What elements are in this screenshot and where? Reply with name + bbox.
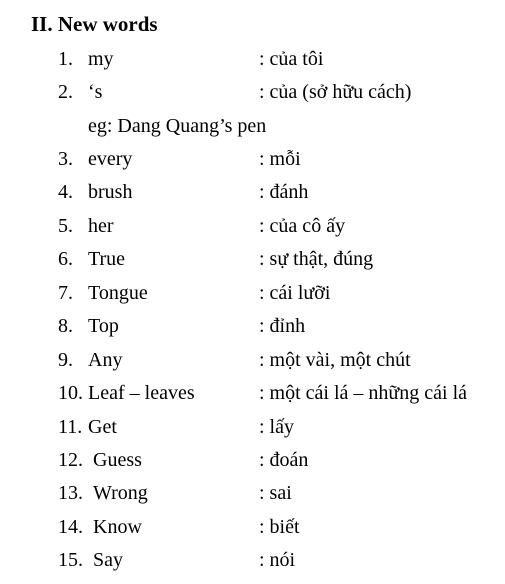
- vietnamese-meaning: : sự thật, đúng: [259, 248, 374, 270]
- item-number: 5.: [58, 215, 73, 237]
- vietnamese-meaning: : của cô ấy: [259, 215, 346, 237]
- vietnamese-meaning: : cái lưỡi: [259, 282, 331, 304]
- english-word: Get: [88, 416, 117, 438]
- english-word: Leaf – leaves: [88, 382, 195, 404]
- english-word: Wrong: [93, 482, 148, 504]
- vietnamese-meaning: : của tôi: [259, 48, 324, 70]
- english-word: her: [88, 215, 114, 237]
- english-word: every: [88, 148, 133, 170]
- item-number: 7.: [58, 282, 73, 304]
- item-number: 8.: [58, 315, 73, 337]
- vietnamese-meaning: : của (sở hữu cách): [259, 81, 412, 103]
- english-word: my: [88, 48, 114, 70]
- english-word: Tongue: [88, 282, 148, 304]
- item-number: 2.: [58, 81, 73, 103]
- example-line: eg: Dang Quang’s pen: [88, 115, 267, 137]
- item-number: 6.: [58, 248, 73, 270]
- item-number: 12.: [58, 449, 83, 471]
- item-number: 3.: [58, 148, 73, 170]
- item-number: 15.: [58, 549, 83, 571]
- item-number: 10.: [58, 382, 83, 404]
- vietnamese-meaning: : đỉnh: [259, 315, 306, 337]
- english-word: Any: [88, 349, 123, 371]
- vietnamese-meaning: : sai: [259, 482, 292, 504]
- english-word: Top: [88, 315, 119, 337]
- english-word: brush: [88, 181, 133, 203]
- item-number: 1.: [58, 48, 73, 70]
- vietnamese-meaning: : mỗi: [259, 148, 301, 170]
- item-number: 13.: [58, 482, 83, 504]
- vietnamese-meaning: : một vài, một chút: [259, 349, 411, 371]
- vietnamese-meaning: : lấy: [259, 416, 294, 438]
- english-word: Know: [93, 516, 142, 538]
- english-word: ‘s: [88, 81, 103, 103]
- item-number: 14.: [58, 516, 83, 538]
- english-word: Say: [93, 549, 123, 571]
- vietnamese-meaning: : đánh: [259, 181, 309, 203]
- english-word: Guess: [93, 449, 142, 471]
- vietnamese-meaning: : biết: [259, 516, 300, 538]
- section-heading: II. New words: [31, 12, 158, 36]
- vietnamese-meaning: : đoán: [259, 449, 309, 471]
- vietnamese-meaning: : một cái lá – những cái lá: [259, 382, 467, 404]
- item-number: 4.: [58, 181, 73, 203]
- vietnamese-meaning: : nói: [259, 549, 296, 571]
- item-number: 11.: [58, 416, 83, 438]
- english-word: True: [88, 248, 126, 270]
- item-number: 9.: [58, 349, 73, 371]
